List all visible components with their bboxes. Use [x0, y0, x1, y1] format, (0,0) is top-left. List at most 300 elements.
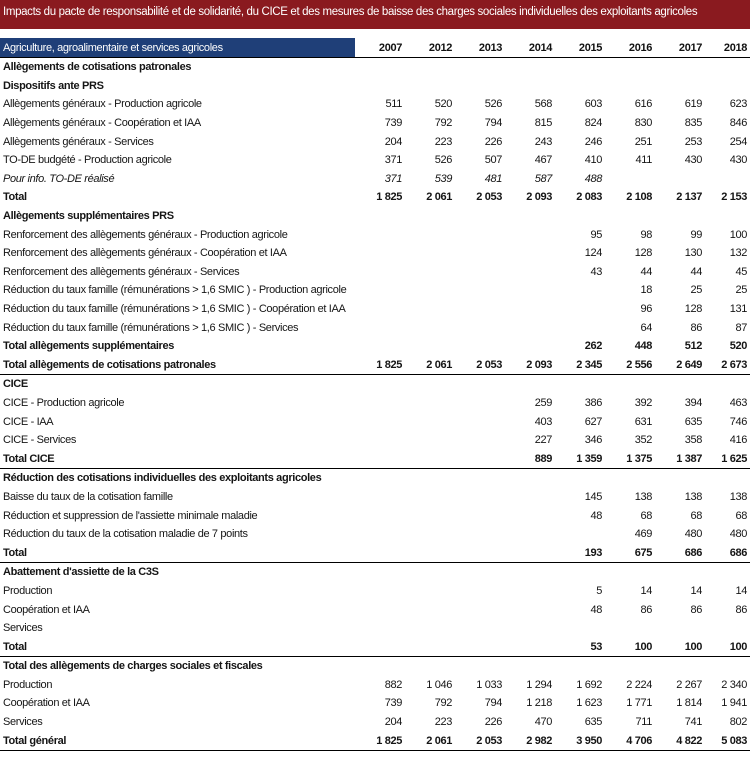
row-label: Total CICE: [0, 449, 355, 468]
value-cell: [405, 207, 455, 226]
value-cell: [655, 563, 705, 582]
value-cell: 14: [735, 584, 747, 597]
value-cell: 2 053: [455, 356, 505, 375]
value-cell: 259: [534, 396, 552, 409]
value-cell: 145: [584, 490, 602, 503]
value-cell: [455, 337, 505, 356]
value-cell: 882: [384, 678, 402, 691]
value-cell: 392: [634, 396, 652, 409]
total-row: [0, 449, 750, 468]
value-cell: [355, 412, 405, 431]
value-cell: 507: [484, 154, 502, 167]
value-cell: 481: [484, 172, 502, 185]
value-cell: [405, 431, 455, 450]
value-cell: [555, 375, 605, 394]
value-cell: [705, 170, 750, 189]
value-cell: 463: [729, 396, 747, 409]
value-cell: [505, 375, 555, 394]
value-cell: [505, 657, 555, 676]
value-cell: 254: [729, 135, 747, 148]
year-header: 2015: [555, 38, 605, 58]
value-cell: [455, 207, 505, 226]
value-cell: 824: [584, 117, 602, 130]
value-cell: 128: [684, 303, 702, 316]
value-cell: [405, 582, 455, 601]
value-cell: [355, 563, 405, 582]
value-cell: 87: [735, 321, 747, 334]
value-cell: 835: [684, 117, 702, 130]
section-header-row: [0, 657, 750, 676]
value-cell: 5: [596, 584, 602, 597]
total-row: [0, 356, 750, 375]
value-cell: [355, 300, 405, 319]
value-cell: 739: [384, 697, 402, 710]
value-cell: 138: [634, 490, 652, 503]
value-cell: [355, 431, 405, 450]
value-cell: 2 061: [426, 191, 452, 204]
value-cell: [505, 318, 555, 337]
value-cell: [655, 207, 705, 226]
row-label: Total: [0, 543, 355, 562]
value-cell: 410: [584, 154, 602, 167]
value-cell: 44: [690, 265, 702, 278]
section-header-row: [0, 207, 750, 226]
value-cell: 430: [729, 154, 747, 167]
section-header-row: [0, 563, 750, 582]
value-cell: 603: [584, 98, 602, 111]
row-label: Baisse du taux de la cotisation famille: [3, 490, 173, 503]
row-label: CICE - IAA: [3, 415, 54, 428]
value-cell: 889: [505, 449, 555, 468]
value-cell: 1 941: [721, 697, 747, 710]
row-label: Renforcement des allègements généraux - Coopération et IAA: [3, 247, 287, 260]
value-cell: 100: [605, 637, 655, 656]
value-cell: 227: [534, 434, 552, 447]
value-cell: [455, 281, 505, 300]
table-row: [0, 300, 750, 319]
value-cell: 100: [705, 637, 750, 656]
value-cell: [355, 543, 405, 562]
total-row: [0, 337, 750, 356]
value-cell: [455, 263, 505, 282]
value-cell: 587: [534, 172, 552, 185]
value-cell: [455, 619, 505, 638]
value-cell: [555, 657, 605, 676]
year-header: 2018: [705, 38, 750, 58]
value-cell: 2 153: [721, 191, 747, 204]
value-cell: 802: [729, 716, 747, 729]
value-cell: [405, 281, 455, 300]
value-cell: 68: [640, 509, 652, 522]
value-cell: [405, 525, 455, 544]
value-cell: [605, 77, 655, 96]
value-cell: 2 061: [405, 356, 455, 375]
value-cell: [455, 506, 505, 525]
value-cell: 68: [690, 509, 702, 522]
section-header-row: [0, 58, 750, 77]
value-cell: 86: [690, 603, 702, 616]
value-cell: [405, 375, 455, 394]
value-cell: [355, 657, 405, 676]
value-cell: 2 673: [705, 356, 750, 375]
value-cell: 246: [584, 135, 602, 148]
value-cell: 1 375: [605, 449, 655, 468]
value-cell: 25: [735, 284, 747, 297]
table-row: [0, 713, 750, 732]
value-cell: [505, 619, 555, 638]
table-title: Impacts du pacte de responsabilité et de solidarité, du CICE et des mesures de baisse des charges sociales individuelles des exploitants agricoles: [0, 0, 750, 29]
value-cell: [505, 300, 555, 319]
value-cell: [505, 582, 555, 601]
value-cell: [505, 207, 555, 226]
value-cell: 226: [484, 716, 502, 729]
table-row: [0, 244, 750, 263]
value-cell: 68: [735, 509, 747, 522]
value-cell: [355, 469, 405, 488]
value-cell: [505, 525, 555, 544]
table-row: [0, 114, 750, 133]
table-row: [0, 694, 750, 713]
value-cell: 403: [534, 415, 552, 428]
value-cell: 488: [584, 172, 602, 185]
value-cell: 792: [434, 117, 452, 130]
value-cell: [455, 375, 505, 394]
value-cell: [605, 619, 655, 638]
value-cell: [455, 244, 505, 263]
value-cell: [455, 582, 505, 601]
value-cell: [355, 582, 405, 601]
value-cell: [655, 657, 705, 676]
value-cell: 568: [534, 98, 552, 111]
value-cell: [455, 318, 505, 337]
value-cell: [505, 506, 555, 525]
value-cell: 1 825: [376, 191, 402, 204]
value-cell: [705, 207, 750, 226]
year-header: 2013: [455, 38, 505, 58]
value-cell: 223: [434, 716, 452, 729]
value-cell: [405, 563, 455, 582]
value-cell: 1 692: [576, 678, 602, 691]
value-cell: [405, 637, 455, 656]
value-cell: [455, 431, 505, 450]
value-cell: [605, 58, 655, 77]
value-cell: [455, 469, 505, 488]
value-cell: 86: [690, 321, 702, 334]
value-cell: [655, 375, 705, 394]
value-cell: [405, 318, 455, 337]
year-header: 2007: [355, 38, 405, 58]
row-label: Total allègements de cotisations patronales: [0, 356, 355, 375]
value-cell: [555, 300, 605, 319]
value-cell: 2 137: [676, 191, 702, 204]
value-cell: 635: [684, 415, 702, 428]
value-cell: [705, 58, 750, 77]
value-cell: 1 771: [626, 697, 652, 710]
value-cell: 100: [729, 228, 747, 241]
value-cell: 131: [729, 303, 747, 316]
value-cell: [455, 449, 505, 468]
value-cell: 99: [690, 228, 702, 241]
value-cell: [555, 563, 605, 582]
value-cell: 14: [640, 584, 652, 597]
value-cell: 2 108: [626, 191, 652, 204]
value-cell: 520: [729, 340, 747, 353]
value-cell: 1 623: [576, 697, 602, 710]
value-cell: [555, 619, 605, 638]
value-cell: 2 340: [721, 678, 747, 691]
table-row: [0, 318, 750, 337]
value-cell: 386: [584, 396, 602, 409]
value-cell: 14: [690, 584, 702, 597]
value-cell: 346: [584, 434, 602, 447]
value-cell: [405, 77, 455, 96]
value-cell: [555, 318, 605, 337]
value-cell: [605, 375, 655, 394]
row-label: Allègements généraux - Coopération et IAA: [3, 117, 201, 130]
value-cell: [505, 77, 555, 96]
value-cell: 1 814: [676, 697, 702, 710]
value-cell: 1 218: [526, 697, 552, 710]
table-row: [0, 151, 750, 170]
row-label: Allègements de cotisations patronales: [0, 58, 355, 77]
value-cell: [355, 637, 405, 656]
value-cell: 1 825: [355, 731, 405, 750]
value-cell: 226: [484, 135, 502, 148]
value-cell: 4 822: [655, 731, 705, 750]
value-cell: [405, 657, 455, 676]
row-label: Total: [0, 637, 355, 656]
value-cell: 539: [434, 172, 452, 185]
value-cell: [355, 281, 405, 300]
table-row: [0, 170, 750, 189]
value-cell: [555, 58, 605, 77]
value-cell: [605, 563, 655, 582]
value-cell: [605, 207, 655, 226]
value-cell: 741: [684, 716, 702, 729]
value-cell: [605, 170, 655, 189]
value-cell: 358: [684, 434, 702, 447]
value-cell: 792: [434, 697, 452, 710]
value-cell: [655, 469, 705, 488]
row-label: Réduction du taux famille (rémunérations > 1,6 SMIC ) - Coopération et IAA: [3, 303, 346, 316]
value-cell: [405, 263, 455, 282]
row-label: Coopération et IAA: [3, 603, 90, 616]
value-cell: 86: [735, 603, 747, 616]
value-cell: [355, 225, 405, 244]
row-label: Total général: [0, 731, 355, 750]
value-cell: 2 083: [576, 191, 602, 204]
row-label: Services: [3, 716, 43, 729]
value-cell: 1 294: [526, 678, 552, 691]
value-cell: [505, 244, 555, 263]
value-cell: [455, 563, 505, 582]
value-cell: [355, 600, 405, 619]
value-cell: 830: [634, 117, 652, 130]
value-cell: 686: [705, 543, 750, 562]
row-label: Abattement d'assiette de la C3S: [3, 566, 159, 579]
value-cell: 394: [684, 396, 702, 409]
value-cell: 635: [584, 716, 602, 729]
value-cell: [455, 488, 505, 507]
value-cell: [405, 488, 455, 507]
row-label: Réduction du taux famille (rémunérations > 1,6 SMIC ) - Production agricole: [3, 284, 347, 297]
value-cell: 846: [729, 117, 747, 130]
value-cell: 686: [655, 543, 705, 562]
value-cell: 2 093: [505, 356, 555, 375]
value-cell: 470: [534, 716, 552, 729]
row-label: Renforcement des allègements généraux - Services: [3, 265, 240, 278]
value-cell: [405, 225, 455, 244]
value-cell: [405, 394, 455, 413]
value-cell: [355, 263, 405, 282]
total-row: [0, 731, 750, 750]
value-cell: 124: [584, 247, 602, 260]
value-cell: 627: [584, 415, 602, 428]
value-cell: [655, 619, 705, 638]
section-header-row: [0, 469, 750, 488]
year-header: 2017: [655, 38, 705, 58]
value-cell: [555, 469, 605, 488]
value-cell: [455, 394, 505, 413]
value-cell: [655, 170, 705, 189]
value-cell: 2 053: [455, 731, 505, 750]
value-cell: 44: [640, 265, 652, 278]
value-cell: 2 224: [626, 678, 652, 691]
value-cell: 251: [634, 135, 652, 148]
value-cell: 480: [684, 528, 702, 541]
table-row: [0, 394, 750, 413]
value-cell: [355, 394, 405, 413]
value-cell: 616: [634, 98, 652, 111]
value-cell: [355, 449, 405, 468]
value-cell: [455, 300, 505, 319]
value-cell: 3 950: [555, 731, 605, 750]
value-cell: 1 625: [705, 449, 750, 468]
value-cell: 416: [729, 434, 747, 447]
row-label: Allègements supplémentaires PRS: [3, 210, 174, 223]
value-cell: [355, 77, 405, 96]
value-cell: [705, 619, 750, 638]
value-cell: [555, 525, 605, 544]
value-cell: [455, 637, 505, 656]
value-cell: 204: [384, 135, 402, 148]
value-cell: [505, 563, 555, 582]
value-cell: [605, 657, 655, 676]
row-label: Coopération et IAA: [3, 697, 90, 710]
value-cell: [655, 77, 705, 96]
value-cell: 253: [684, 135, 702, 148]
value-cell: [505, 488, 555, 507]
value-cell: [505, 337, 555, 356]
value-cell: [455, 412, 505, 431]
value-cell: 1 387: [655, 449, 705, 468]
value-cell: 480: [729, 528, 747, 541]
value-cell: [405, 619, 455, 638]
row-label: CICE - Production agricole: [3, 396, 125, 409]
value-cell: [555, 207, 605, 226]
value-cell: 53: [555, 637, 605, 656]
value-cell: 2 053: [476, 191, 502, 204]
value-cell: 2 556: [605, 356, 655, 375]
value-cell: [505, 263, 555, 282]
value-cell: 467: [534, 154, 552, 167]
value-cell: [705, 375, 750, 394]
value-cell: 619: [684, 98, 702, 111]
section-header-row: [0, 375, 750, 394]
row-label: Pour info. TO-DE réalisé: [3, 172, 115, 185]
value-cell: 43: [590, 265, 602, 278]
value-cell: [405, 337, 455, 356]
value-cell: [405, 449, 455, 468]
value-cell: [705, 563, 750, 582]
value-cell: [405, 244, 455, 263]
value-cell: [355, 244, 405, 263]
value-cell: [705, 469, 750, 488]
value-cell: [505, 469, 555, 488]
value-cell: 132: [729, 247, 747, 260]
value-cell: 631: [634, 415, 652, 428]
value-cell: [605, 469, 655, 488]
value-cell: [455, 77, 505, 96]
value-cell: 18: [640, 284, 652, 297]
value-cell: [405, 543, 455, 562]
value-cell: [405, 600, 455, 619]
value-cell: 371: [384, 172, 402, 185]
value-cell: [505, 225, 555, 244]
value-cell: [455, 58, 505, 77]
row-label: Services: [3, 622, 43, 635]
value-cell: 512: [684, 340, 702, 353]
value-cell: [705, 657, 750, 676]
value-cell: [555, 77, 605, 96]
value-cell: [355, 619, 405, 638]
value-cell: [355, 207, 405, 226]
value-cell: 5 083: [705, 731, 750, 750]
table-row: [0, 281, 750, 300]
subsidy-table-container: [0, 38, 750, 751]
value-cell: 739: [384, 117, 402, 130]
value-cell: 371: [384, 154, 402, 167]
value-cell: 4 706: [605, 731, 655, 750]
year-header: 2012: [405, 38, 455, 58]
value-cell: 45: [735, 265, 747, 278]
value-cell: [405, 300, 455, 319]
value-cell: [355, 58, 405, 77]
value-cell: 520: [434, 98, 452, 111]
row-label: Renforcement des allègements généraux - Production agricole: [3, 228, 288, 241]
row-label: TO-DE budgété - Production agricole: [3, 154, 172, 167]
value-cell: 794: [484, 117, 502, 130]
value-cell: [505, 637, 555, 656]
value-cell: 430: [684, 154, 702, 167]
value-cell: [355, 318, 405, 337]
row-label: Production: [3, 584, 53, 597]
table-row: [0, 619, 750, 638]
total-row: [0, 637, 750, 656]
value-cell: [455, 657, 505, 676]
value-cell: 2 345: [555, 356, 605, 375]
value-cell: 469: [634, 528, 652, 541]
row-label: Réduction des cotisations individuelles des exploitants agricoles: [3, 472, 322, 485]
value-cell: [505, 600, 555, 619]
value-cell: 526: [434, 154, 452, 167]
row-label: Total des allègements de charges sociales et fiscales: [3, 660, 263, 673]
value-cell: 48: [590, 603, 602, 616]
table-row: [0, 582, 750, 601]
value-cell: [355, 488, 405, 507]
value-cell: 2 982: [505, 731, 555, 750]
value-cell: [455, 525, 505, 544]
